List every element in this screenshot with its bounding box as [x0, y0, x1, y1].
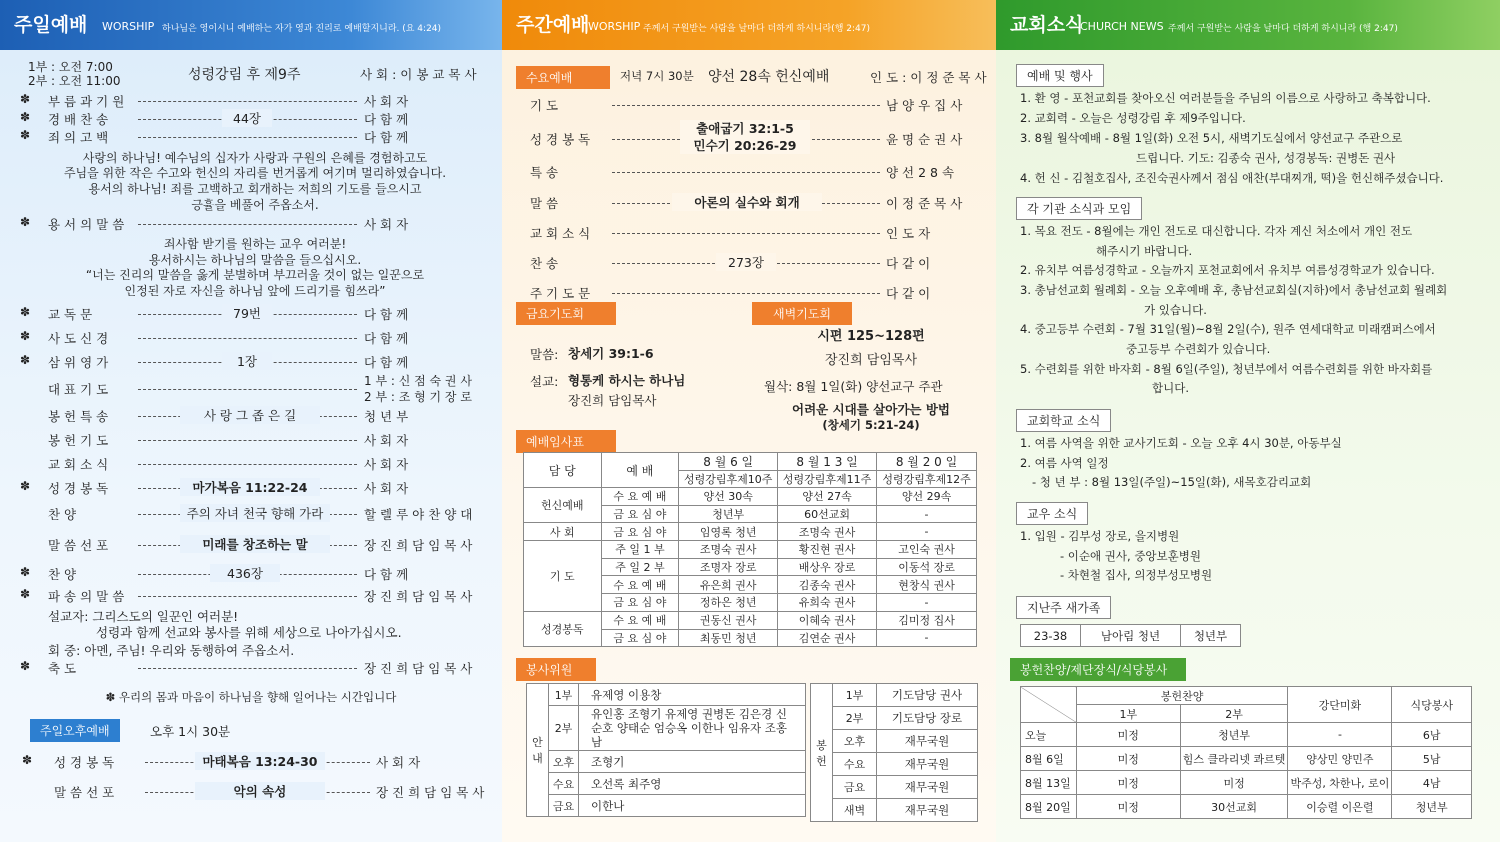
schedule-cell: 30선교회: [1180, 795, 1288, 819]
stand-marker: ✽: [20, 92, 31, 106]
table-row: [1021, 747, 1472, 771]
friday-preacher: 장진희 담임목사: [568, 393, 657, 408]
offering-person-cell: 재무국원: [877, 730, 978, 753]
schedule-cell: 이승렬 이은렬: [1288, 795, 1392, 819]
order-label: 죄 의 고 백: [48, 130, 109, 145]
duty-cell: -: [877, 629, 977, 647]
church-news-title: 교회소식: [1010, 14, 1084, 36]
order-detail: 마태복음 13:24-30: [195, 752, 325, 770]
order-detail: 사 랑 그 좁 은 길: [180, 406, 320, 424]
schedule-cell: 미정: [1076, 723, 1180, 747]
wednesday-worship-leader: 인 도 : 이 정 준 목 사: [870, 70, 987, 85]
duty-roster-table: [523, 452, 977, 647]
usher-names-cell: 유인홍 조형기 유제영 권병돈 김은경 신순호 양태순 엄승옥 이한나 임유자 조홍남: [579, 706, 806, 751]
table-row: [524, 488, 977, 506]
wednesday-worship-title: 양선 28속 헌신예배: [708, 69, 830, 85]
duty-cell: 청년부: [679, 505, 778, 523]
new-family-cell: 23-38: [1021, 625, 1081, 647]
order-leader: 사 회 자: [376, 755, 421, 770]
news-line: 해주시기 바랍니다.: [1096, 244, 1193, 258]
leader-line: [612, 105, 880, 106]
leader-line: [138, 224, 357, 225]
service-cell: 금 요 심 야: [601, 505, 679, 523]
duty-cell: 조명자 장로: [679, 558, 778, 576]
wednesday-scripture: [680, 120, 810, 154]
standing-note: ✽ 우리의 몸과 마음이 하나님을 향해 일어나는 시간입니다: [105, 690, 397, 704]
weekly-worship-title: 주간예배: [516, 14, 590, 36]
header-cell: 1부: [1076, 705, 1180, 723]
order-leader: 다 같 이: [886, 286, 931, 301]
duty-cell: 유은희 권사: [679, 576, 778, 594]
order-label: 교 독 문: [48, 307, 93, 322]
service-cell: 금 요 심 야: [601, 594, 679, 612]
order-detail: 436장: [210, 564, 280, 582]
table-row: [524, 541, 977, 559]
table-row: [811, 684, 978, 707]
afternoon-worship-tab: 주일오후예배: [30, 719, 120, 742]
order-leader: 2 부 : 조 형 기 장 로: [364, 390, 472, 404]
order-leader: 남 양 우 집 사: [886, 98, 963, 113]
offering-person-cell: 기도담당 장로: [877, 707, 978, 730]
stand-marker: ✽: [20, 215, 31, 229]
news-line: 중고등부 수련회가 있습니다.: [1126, 342, 1271, 356]
offering-table: [810, 683, 978, 822]
church-news-header: [996, 0, 1500, 50]
sunday-worship-header: [0, 0, 502, 50]
offering-group-cell: 봉 헌: [811, 684, 833, 822]
weekly-worship-header: [502, 0, 996, 50]
header-cell: 강단미화: [1288, 687, 1392, 723]
weekly-worship-column: [502, 0, 996, 842]
order-leader: 할 렐 루 야 찬 양 대: [364, 507, 473, 522]
header-cell: 담 당: [524, 453, 602, 488]
usher-names-cell: 유제영 이용창: [579, 684, 806, 706]
dawn-preacher: 장진희 담임목사: [824, 353, 918, 368]
duty-cell: 김종숙 권사: [778, 576, 877, 594]
offering-key-cell: 금요: [833, 776, 877, 799]
duty-cell: 권동신 권사: [679, 611, 778, 629]
news-line: - 이순애 권사, 중앙보훈병원: [1060, 549, 1201, 563]
duty-cell: 양선 29속: [877, 488, 977, 506]
service-cell: 금 요 심 야: [601, 523, 679, 541]
order-leader: 다 함 께: [364, 567, 409, 582]
order-leader: 다 같 이: [886, 256, 931, 271]
schedule-cell: 미정: [1076, 795, 1180, 819]
usher-names-cell: 오선록 최주영: [579, 773, 806, 795]
usher-key-cell: 1부: [549, 684, 579, 706]
pardon-line: 인정된 자로 자신을 하나님 앞에 드리기를 힘쓰라”: [124, 284, 386, 298]
service-cell: 수 요 예 배: [601, 488, 679, 506]
leader-line: [612, 293, 880, 294]
dawn-monthly-note: 월삭: 8월 1일(화) 양선교구 주관: [764, 379, 943, 394]
news-line: 1. 환 영 - 포천교회를 찾아오신 여러분들을 주님의 이름으로 사랑하고 축복합니다.: [1020, 91, 1431, 105]
schedule-cell: 청년부: [1392, 795, 1472, 819]
table-row: [1021, 723, 1472, 747]
service-cell: 주 일 2 부: [601, 558, 679, 576]
duty-cell: 조명숙 권사: [778, 523, 877, 541]
news-line: 1. 입원 - 김부성 장로, 을지병원: [1020, 529, 1180, 543]
table-row: [811, 799, 978, 822]
usher-key-cell: 오후: [549, 751, 579, 773]
stand-marker: ✽: [20, 329, 31, 343]
header-cell: 성령강림후제10주: [679, 471, 778, 488]
table-row: [811, 776, 978, 799]
stand-marker: ✽: [20, 305, 31, 319]
sunday-worship-title-en: WORSHIP: [102, 20, 155, 33]
news-line: 1. 여름 사역을 위한 교사기도회 - 오늘 오후 4시 30분, 아동부실: [1020, 436, 1342, 450]
duty-cell: -: [877, 523, 977, 541]
schedule-cell: 8월 6일: [1021, 747, 1077, 771]
news-line: 1. 목요 전도 - 8월에는 개인 전도로 대신합니다. 각자 계신 처소에서 개인 전도: [1020, 224, 1413, 238]
friday-scripture: 창세기 39:1-6: [568, 346, 654, 361]
usher-key-cell: 수요: [549, 773, 579, 795]
usher-table: [526, 683, 806, 817]
news-line: - 청 년 부 : 8월 13일(주일)~15일(화), 새목호감리교회: [1032, 475, 1312, 489]
duty-roster-tab: 예배임사표: [516, 430, 616, 453]
stand-marker: ✽: [20, 128, 31, 142]
order-leader: 다 함 께: [364, 307, 409, 322]
schedule-cell: 박주성, 차한나, 로이: [1288, 771, 1392, 795]
schedule-cell: 힘스 클라리넷 콰르텟: [1180, 747, 1288, 771]
leader-line: [138, 137, 357, 138]
schedule-cell: 미정: [1076, 747, 1180, 771]
news-line: - 차현철 집사, 의정부성모병원: [1060, 568, 1213, 582]
diagonal-header-cell: [1021, 687, 1077, 723]
order-leader: 청 년 부: [364, 409, 409, 424]
order-label: 봉 헌 특 송: [48, 409, 109, 424]
header-cell: 식당봉사: [1392, 687, 1472, 723]
leader-line: [138, 338, 357, 339]
stand-marker: ✽: [20, 565, 31, 579]
leader-line: [138, 596, 357, 597]
scripture-ref: 출애굽기 32:1-5: [696, 121, 794, 136]
order-leader: 다 함 께: [364, 331, 409, 346]
duty-cell: 이동석 장로: [877, 558, 977, 576]
order-label: 대 표 기 도: [48, 382, 109, 397]
service-cell: 주 일 1 부: [601, 541, 679, 559]
schedule-cell: 6남: [1392, 723, 1472, 747]
order-label: 말 씀 선 포: [54, 785, 115, 800]
group-cell: 헌신예배: [524, 488, 602, 523]
table-row: [524, 611, 977, 629]
duty-cell: 정하은 청년: [679, 594, 778, 612]
section-box-members: 교우 소식: [1016, 502, 1088, 525]
order-label: 축 도: [48, 661, 77, 676]
schedule-cell: 5남: [1392, 747, 1472, 771]
order-label: 주 기 도 문: [530, 286, 591, 301]
order-label: 찬 송: [530, 256, 559, 271]
offering-key-cell: 2부: [833, 707, 877, 730]
duty-cell: 임영록 청년: [679, 523, 778, 541]
order-label: 찬 양: [48, 567, 77, 582]
header-cell: 성령강림후제11주: [778, 471, 877, 488]
table-header-row: [524, 453, 977, 471]
section-box-new-family: 지난주 새가족: [1016, 596, 1111, 619]
leader-line: [612, 172, 880, 173]
confession-line: 용서의 하나님! 죄를 고백하고 회개하는 저희의 기도를 들으시고: [88, 182, 422, 196]
leader-line: [612, 233, 880, 234]
order-label: 말 씀 선 포: [48, 538, 109, 553]
presider: 사 회 : 이 봉 교 목 사: [360, 67, 477, 82]
table-row: [527, 706, 806, 751]
stand-marker: ✽: [22, 753, 33, 767]
friday-prayer-tab: 금요기도회: [516, 302, 616, 325]
order-label: 찬 양: [48, 507, 77, 522]
order-leader: 1 부 : 신 점 숙 권 사: [364, 374, 472, 388]
schedule-cell: 4남: [1392, 771, 1472, 795]
duty-cell: 황진현 권사: [778, 541, 877, 559]
order-label: 교 회 소 식: [48, 457, 109, 472]
order-leader: 다 함 께: [364, 355, 409, 370]
schedule-cell: 미정: [1180, 771, 1288, 795]
pardon-line: “너는 진리의 말씀을 옳게 분별하며 부끄러울 것이 없는 일꾼으로: [85, 268, 425, 282]
order-leader: 사 회 자: [364, 94, 409, 109]
sunday-worship-title: 주일예배: [14, 14, 88, 36]
church-news-column: [996, 0, 1500, 842]
friday-sermon-label: 설교:: [530, 374, 559, 389]
section-box-events: 예배 및 행사: [1016, 64, 1104, 87]
sending-line: 회 중: 아멘, 주님! 우리와 동행하여 주옵소서.: [48, 643, 295, 658]
service-time: 1부 : 오전 7:00: [28, 60, 113, 74]
duty-cell: 최동민 청년: [679, 629, 778, 647]
table-row: [1021, 625, 1241, 647]
offering-key-cell: 수요: [833, 753, 877, 776]
usher-names-cell: 조형기: [579, 751, 806, 773]
header-cell: 8 월 6 일: [679, 453, 778, 471]
header-cell: 8 월 1 3 일: [778, 453, 877, 471]
duty-cell: 현창식 권사: [877, 576, 977, 594]
offering-person-cell: 재무국원: [877, 776, 978, 799]
new-family-table: [1020, 624, 1241, 647]
dawn-scripture: 시편 125~128편: [817, 329, 925, 344]
order-detail: 주의 자녀 천국 향해 가라: [180, 504, 330, 522]
order-label: 교 회 소 식: [530, 226, 591, 241]
news-line: 합니다.: [1152, 381, 1189, 395]
table-row: [527, 773, 806, 795]
order-label: 봉 헌 기 도: [48, 433, 109, 448]
news-line: 3. 총남선교회 월례회 - 오늘 오후예배 후, 총남선교회실(지하)에서 총남선교회 월례회: [1020, 283, 1448, 297]
order-label: 특 송: [530, 165, 559, 180]
header-cell: 성령강림후제12주: [877, 471, 977, 488]
section-box-groups: 각 기관 소식과 모임: [1016, 197, 1142, 220]
group-cell: 성경봉독: [524, 611, 602, 646]
order-label: 파 송 의 말 씀: [48, 589, 125, 604]
church-news-title-en: CHURCH NEWS: [1080, 20, 1164, 33]
order-leader: 사 회 자: [364, 217, 409, 232]
order-label: 사 도 신 경: [48, 331, 109, 346]
afternoon-worship-time: 오후 1시 30분: [150, 724, 231, 739]
confession-line: 주님을 위한 작은 수고와 헌신의 자리를 번거롭게 여기며 멀리하였습니다.: [63, 166, 447, 180]
order-label: 부 름 과 기 원: [48, 94, 125, 109]
order-leader: 다 함 께: [364, 130, 409, 145]
order-detail: 273장: [716, 253, 776, 271]
header-cell: 예 배: [601, 453, 679, 488]
order-detail: 악의 속성: [195, 782, 325, 800]
header-cell: 2부: [1180, 705, 1288, 723]
news-line: 2. 유치부 여름성경학교 - 오늘까지 포천교회에서 유치부 여름성경학교가 있습니다.: [1020, 263, 1435, 277]
table-row: [527, 751, 806, 773]
offering-key-cell: 새벽: [833, 799, 877, 822]
order-leader: 윤 명 순 권 사: [886, 132, 963, 147]
order-leader: 이 정 준 목 사: [886, 196, 963, 211]
leader-line: [138, 101, 357, 102]
order-detail: 79번: [222, 304, 272, 322]
offering-person-cell: 재무국원: [877, 753, 978, 776]
table-row: [1021, 795, 1472, 819]
pardon-line: 용서하시는 하나님의 말씀을 들으십시오.: [148, 253, 362, 267]
order-leader: 사 회 자: [364, 481, 409, 496]
offering-person-cell: 기도담당 권사: [877, 684, 978, 707]
news-line: 4. 헌 신 - 김철호집사, 조진숙권사께서 점심 애찬(부대찌개, 떡)을 헌신해주셨습니다.: [1020, 171, 1444, 185]
table-row: [524, 523, 977, 541]
table-header-row: [1021, 687, 1472, 705]
duty-cell: 김연순 권사: [778, 629, 877, 647]
offering-key-cell: 오후: [833, 730, 877, 753]
table-row: [1021, 771, 1472, 795]
offering-person-cell: 재무국원: [877, 799, 978, 822]
order-label: 경 배 찬 송: [48, 112, 109, 127]
offering-schedule-table: [1020, 686, 1472, 819]
news-line: 4. 중고등부 수련회 - 7월 31일(월)~8월 2일(수), 원주 연세대학교 미래캠퍼스에서: [1020, 322, 1436, 336]
order-leader: 장 진 희 담 임 목 사: [364, 538, 473, 553]
order-label: 용 서 의 말 씀: [48, 217, 125, 232]
table-row: [811, 730, 978, 753]
schedule-cell: 청년부: [1180, 723, 1288, 747]
friday-word-label: 말씀:: [530, 347, 559, 362]
leader-line: [138, 440, 357, 441]
duty-cell: 유희숙 권사: [778, 594, 877, 612]
stand-marker: ✽: [20, 587, 31, 601]
church-news-verse: 주께서 구원받는 사람을 날마다 더하게 하시니라 (행 2:47): [1168, 24, 1398, 34]
order-leader: 장 진 희 담 임 목 사: [364, 589, 473, 604]
duty-cell: 조명숙 권사: [679, 541, 778, 559]
service-cell: 금 요 심 야: [601, 629, 679, 647]
usher-key-cell: 금요: [549, 795, 579, 817]
stand-marker: ✽: [20, 353, 31, 367]
new-family-cell: 남아림 청년: [1081, 625, 1181, 647]
duty-cell: 배상우 장로: [778, 558, 877, 576]
sunday-worship-verse: 하나님은 영이시니 예배하는 자가 영과 진리로 예배할지니라. (요 4:24): [162, 24, 442, 34]
sending-line: 설교자: 그리스도의 일꾼인 여러분!: [48, 609, 239, 624]
order-label: 성 경 봉 독: [54, 755, 115, 770]
usher-group-cell: 안 내: [527, 684, 549, 817]
section-box-school: 교회학교 소식: [1016, 409, 1111, 432]
weekly-worship-title-en: WORSHIP: [588, 20, 641, 33]
service-cell: 수 요 예 배: [601, 611, 679, 629]
order-label: 말 씀: [530, 196, 559, 211]
sunday-worship-column: [0, 0, 502, 842]
schedule-cell: 8월 13일: [1021, 771, 1077, 795]
stand-marker: ✽: [20, 659, 31, 673]
offering-schedule-tab: 봉헌찬양/제단장식/식당봉사: [1010, 658, 1186, 681]
duty-cell: 김미정 집사: [877, 611, 977, 629]
schedule-cell: -: [1288, 723, 1392, 747]
service-cell: 수 요 예 배: [601, 576, 679, 594]
schedule-cell: 8월 20일: [1021, 795, 1077, 819]
confession-line: 사랑의 하나님! 예수님의 십자가 사랑과 구원의 은혜를 경험하고도: [82, 151, 428, 165]
usher-names-cell: 이한나: [579, 795, 806, 817]
order-detail: 미래를 창조하는 말: [180, 535, 330, 553]
header-cell: 봉헌찬양: [1076, 687, 1288, 705]
duty-cell: 60선교회: [778, 505, 877, 523]
schedule-cell: 미정: [1076, 771, 1180, 795]
usher-key-cell: 2부: [549, 706, 579, 751]
dawn-sermon-title: 어려운 시대를 살아가는 방법: [792, 402, 950, 417]
stand-marker: ✽: [20, 479, 31, 493]
news-line: 드립니다. 기도: 김종숙 권사, 성경봉독: 권병돈 권사: [1136, 151, 1396, 165]
news-line: 3. 8월 월삭예배 - 8월 1일(화) 오전 5시, 새벽기도실에서 양선교구 주관으로: [1020, 131, 1403, 145]
news-line: 2. 여름 사역 일정: [1020, 456, 1109, 470]
duty-cell: -: [877, 505, 977, 523]
leader-line: [138, 464, 357, 465]
news-line: 5. 수련회를 위한 바자회 - 8월 6일(주일), 청년부에서 여름수련회를 위한 바자회를: [1020, 362, 1433, 376]
weekly-worship-verse: 주께서 구원받는 사람을 날마다 더하게 하시니라(행 2:47): [643, 24, 870, 34]
table-row: [811, 753, 978, 776]
group-cell: 사 회: [524, 523, 602, 541]
new-family-cell: 청년부: [1181, 625, 1241, 647]
dawn-sermon-ref: (창세기 5:21-24): [822, 418, 920, 432]
order-leader: 사 회 자: [364, 457, 409, 472]
order-leader: 장 진 희 담 임 목 사: [364, 661, 473, 676]
order-detail: 아론의 실수와 회개: [672, 193, 822, 211]
order-leader: 다 함 께: [364, 112, 409, 127]
scripture-ref: 민수기 20:26-29: [693, 138, 797, 153]
duty-cell: 양선 30속: [679, 488, 778, 506]
pardon-line: 죄사함 받기를 원하는 교우 여러분!: [163, 237, 347, 251]
wednesday-worship-time: 저녁 7시 30분: [620, 69, 694, 83]
order-label: 삼 위 영 가: [48, 355, 109, 370]
dawn-prayer-tab: 새벽기도회: [752, 302, 852, 325]
news-line: 가 있습니다.: [1144, 303, 1207, 317]
order-detail: 44장: [222, 109, 272, 127]
order-leader: 인 도 자: [886, 226, 931, 241]
service-committee-tab: 봉사위원: [516, 658, 596, 681]
order-detail: 마가복음 11:22-24: [180, 478, 320, 496]
stand-marker: ✽: [20, 110, 31, 124]
duty-cell: 고인숙 권사: [877, 541, 977, 559]
service-time: 2부 : 오전 11:00: [28, 74, 121, 88]
order-detail: 1장: [222, 352, 272, 370]
sending-line: 성령과 함께 선교와 봉사를 위해 세상으로 나아가십시오.: [96, 625, 402, 640]
order-leader: 장 진 희 담 임 목 사: [376, 785, 485, 800]
wednesday-worship-tab: 수요예배: [516, 66, 610, 89]
order-label: 기 도: [530, 98, 559, 113]
order-leader: 양 선 2 8 속: [886, 165, 955, 180]
header-cell: 8 월 2 0 일: [877, 453, 977, 471]
order-label: 성 경 봉 독: [530, 132, 591, 147]
leader-line: [138, 668, 357, 669]
friday-sermon-title: 형통케 하시는 하나님: [568, 373, 686, 388]
order-leader: 사 회 자: [364, 433, 409, 448]
schedule-cell: 오늘: [1021, 723, 1077, 747]
table-row: [527, 684, 806, 706]
duty-cell: 양선 27속: [778, 488, 877, 506]
confession-line: 긍휼을 베풀어 주옵소서.: [191, 198, 319, 212]
news-line: 2. 교회력 - 오늘은 성령강림 후 제9주입니다.: [1020, 111, 1246, 125]
order-label: 성 경 봉 독: [48, 481, 109, 496]
week-title: 성령강림 후 제9주: [188, 67, 301, 83]
leader-line: [138, 389, 357, 390]
offering-key-cell: 1부: [833, 684, 877, 707]
table-row: [527, 795, 806, 817]
group-cell: 기 도: [524, 541, 602, 612]
schedule-cell: 양상민 양민주: [1288, 747, 1392, 771]
duty-cell: -: [877, 594, 977, 612]
duty-cell: 이혜숙 권사: [778, 611, 877, 629]
table-row: [811, 707, 978, 730]
